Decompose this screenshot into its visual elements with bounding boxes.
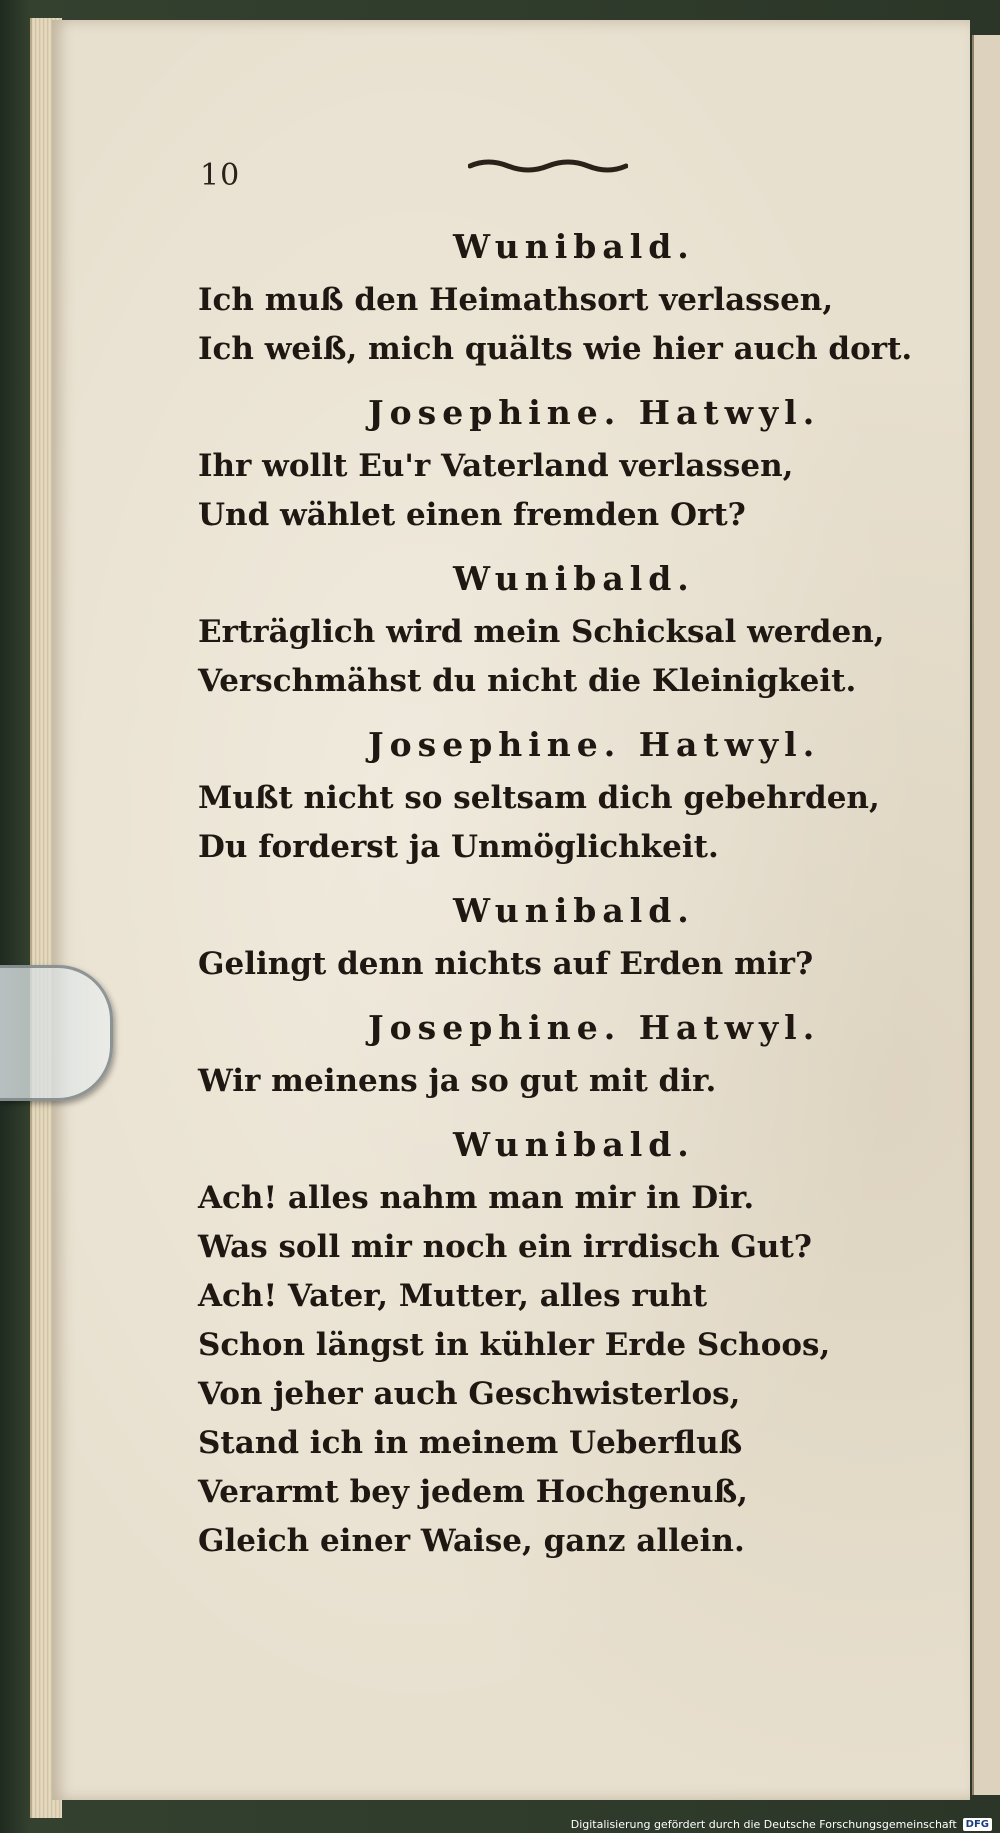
verse-line: Verarmt bey jedem Hochgenuß, bbox=[198, 1474, 748, 1510]
ornament-rule bbox=[468, 152, 628, 178]
verse-line: Verschmähst du nicht die Kleinigkeit. bbox=[198, 663, 857, 699]
verse-line: Erträglich wird mein Schicksal werden, bbox=[198, 614, 885, 650]
speaker-name: Wunibald. bbox=[453, 227, 695, 266]
digitization-footer bbox=[571, 1818, 992, 1831]
next-page-edge bbox=[972, 35, 1000, 1795]
verse-line: Wir meinens ja so gut mit dir. bbox=[198, 1063, 717, 1099]
stanza-gap bbox=[198, 540, 918, 550]
verse-line: Was soll mir noch ein irrdisch Gut? bbox=[198, 1229, 812, 1265]
verse-text bbox=[198, 218, 918, 1576]
verse-line: Mußt nicht so seltsam dich gebehrden, bbox=[198, 780, 880, 816]
verse-line: Gleich einer Waise, ganz allein. bbox=[198, 1523, 745, 1559]
speaker-name: Wunibald. bbox=[453, 891, 695, 930]
stanza-gap bbox=[198, 872, 918, 882]
verse-line: Gelingt denn nichts auf Erden mir? bbox=[198, 946, 814, 982]
stanza-gap bbox=[198, 374, 918, 384]
verse-line: Ich weiß, mich quälts wie hier auch dort. bbox=[198, 331, 913, 367]
page-clip bbox=[0, 965, 113, 1101]
verse-line: Du forderst ja Unmöglichkeit. bbox=[198, 829, 719, 865]
dfg-logo: DFG bbox=[963, 1818, 992, 1831]
stanza-gap bbox=[198, 1566, 918, 1576]
verse-line: Schon längst in kühler Erde Schoos, bbox=[198, 1327, 831, 1363]
verse-line: Von jeher auch Geschwisterlos, bbox=[198, 1376, 741, 1412]
speaker-name: Josephine. Hatwyl. bbox=[368, 1008, 821, 1047]
stanza-gap bbox=[198, 1106, 918, 1116]
verse-line: Ach! alles nahm man mir in Dir. bbox=[198, 1180, 755, 1216]
verse-line: Ach! Vater, Mutter, alles ruht bbox=[198, 1278, 708, 1314]
speaker-name: Wunibald. bbox=[453, 559, 695, 598]
credit-text: Digitalisierung gefördert durch die Deutsche Forschungsgemeinschaft bbox=[570, 1818, 957, 1831]
stanza-gap bbox=[198, 706, 918, 716]
verse-line: Ich muß den Heimathsort verlassen, bbox=[198, 282, 834, 318]
speaker-name: Wunibald. bbox=[453, 1125, 695, 1164]
verse-line: Stand ich in meinem Ueberfluß bbox=[198, 1425, 743, 1461]
verse-line: Und wählet einen fremden Ort? bbox=[198, 497, 746, 533]
stanza-gap bbox=[198, 989, 918, 999]
speaker-name: Josephine. Hatwyl. bbox=[368, 725, 821, 764]
verse-line: Ihr wollt Eu'r Vaterland verlassen, bbox=[198, 448, 794, 484]
page-number: 10 bbox=[200, 158, 241, 193]
speaker-name: Josephine. Hatwyl. bbox=[368, 393, 821, 432]
